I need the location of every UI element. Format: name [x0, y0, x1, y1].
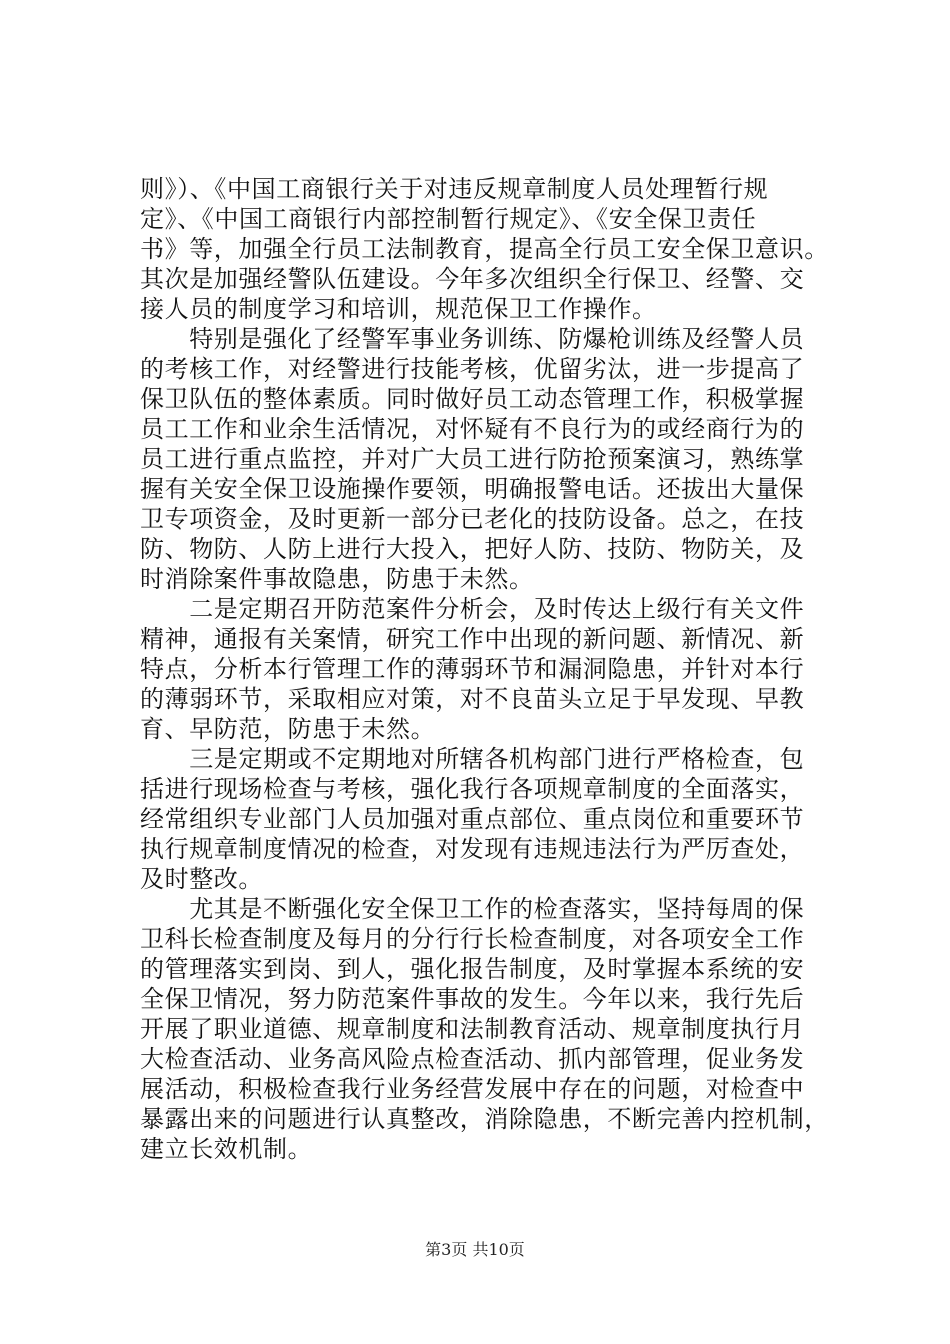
text-line: 经常组织专业部门人员加强对重点部位、重点岗位和重要环节	[140, 805, 805, 833]
text-line: 接人员的制度学习和培训，规范保卫工作操作。	[140, 295, 657, 323]
text-line: 的考核工作，对经警进行技能考核，优留劣汰，进一步提高了	[140, 355, 805, 383]
page-number-footer: 第3页 共10页	[425, 1240, 525, 1259]
text-line: 建立长效机制。	[140, 1135, 313, 1163]
text-line: 开展了职业道德、规章制度和法制教育活动、规章制度执行月	[140, 1015, 805, 1043]
text-line: 员工进行重点监控，并对广大员工进行防抢预案演习，熟练掌	[140, 445, 805, 473]
text-line: 精神，通报有关案情，研究工作中出现的新问题、新情况、新	[140, 625, 805, 653]
text-line: 三是定期或不定期地对所辖各机构部门进行严格检查，包	[140, 745, 805, 773]
text-line: 其次是加强经警队伍建设。今年多次组织全行保卫、经警、交	[140, 265, 805, 293]
text-line: 卫专项资金，及时更新一部分已老化的技防设备。总之，在技	[140, 505, 805, 533]
body-text	[140, 174, 830, 1164]
text-line: 全保卫情况，努力防范案件事故的发生。今年以来，我行先后	[140, 985, 805, 1013]
text-line: 时消除案件事故隐患，防患于未然。	[140, 565, 534, 593]
text-line: 的管理落实到岗、到人，强化报告制度，及时掌握本系统的安	[140, 955, 805, 983]
text-line: 括进行现场检查与考核，强化我行各项规章制度的全面落实，	[140, 775, 805, 803]
text-line: 及时整改。	[140, 865, 263, 893]
text-line: 保卫队伍的整体素质。同时做好员工动态管理工作，积极掌握	[140, 385, 805, 413]
text-line: 暴露出来的问题进行认真整改，消除隐患，不断完善内控机制，	[140, 1105, 829, 1133]
text-line: 握有关安全保卫设施操作要领，明确报警电话。还拔出大量保	[140, 475, 805, 503]
text-line: 则》）、《中国工商银行关于对违反规章制度人员处理暂行规	[140, 175, 769, 203]
text-line: 育、早防范，防患于未然。	[140, 715, 436, 743]
text-line: 执行规章制度情况的检查，对发现有违规违法行为严厉查处，	[140, 835, 805, 863]
text-line: 展活动，积极检查我行业务经营发展中存在的问题，对检查中	[140, 1075, 805, 1103]
text-line: 定》、《中国工商银行内部控制暂行规定》、《安全保卫责任	[140, 205, 757, 233]
text-line: 尤其是不断强化安全保卫工作的检查落实，坚持每周的保	[140, 895, 805, 923]
text-line: 的薄弱环节，采取相应对策，对不良苗头立足于早发现、早教	[140, 685, 805, 713]
text-line: 特点，分析本行管理工作的薄弱环节和漏洞隐患，并针对本行	[140, 655, 805, 683]
text-line: 书》等，加强全行员工法制教育，提高全行员工安全保卫意识。	[140, 235, 829, 263]
text-line: 防、物防、人防上进行大投入，把好人防、技防、物防关，及	[140, 535, 805, 563]
text-line: 二是定期召开防范案件分析会，及时传达上级行有关文件	[140, 595, 805, 623]
text-line: 大检查活动、业务高风险点检查活动、抓内部管理，促业务发	[140, 1045, 805, 1073]
text-line: 特别是强化了经警军事业务训练、防爆枪训练及经警人员	[140, 325, 805, 353]
text-line: 卫科长检查制度及每月的分行行长检查制度，对各项安全工作	[140, 925, 805, 953]
text-line: 员工工作和业余生活情况，对怀疑有不良行为的或经商行为的	[140, 415, 805, 443]
